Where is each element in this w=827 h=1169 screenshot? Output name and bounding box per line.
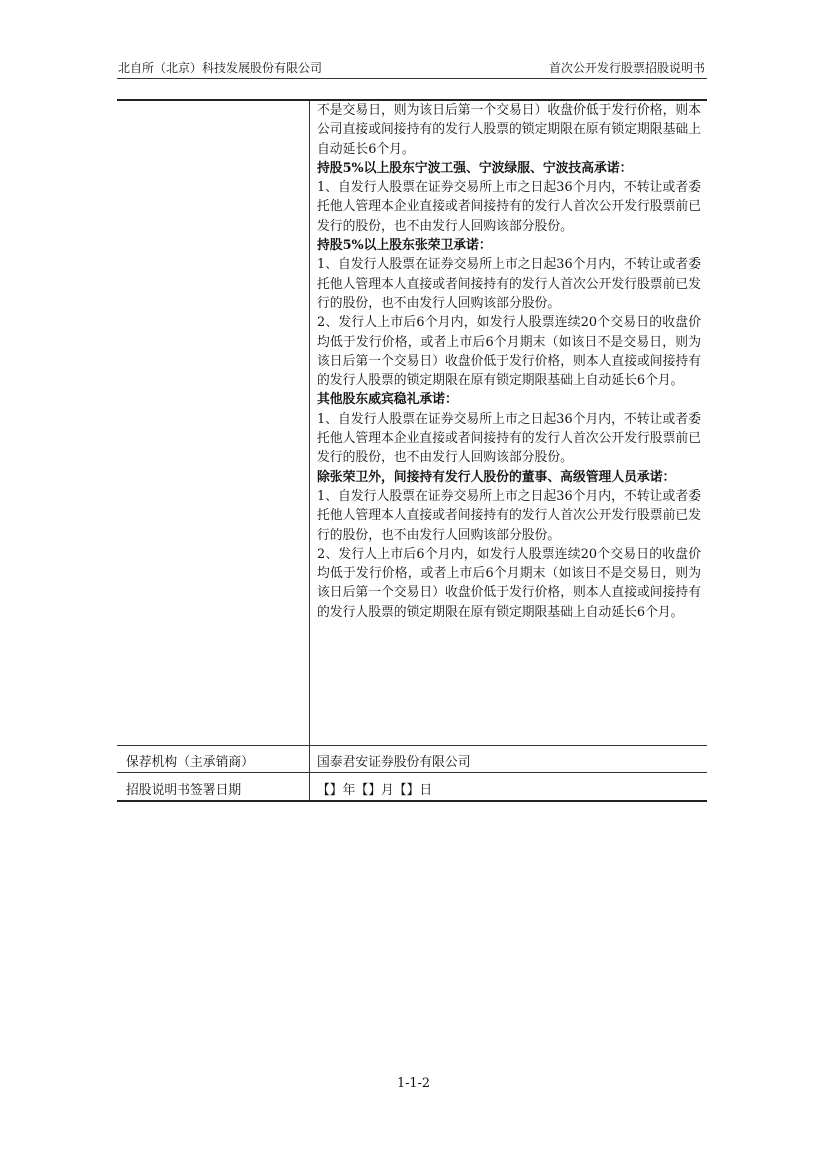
sponsor-value: 国泰君安证券股份有限公司 — [317, 755, 471, 770]
sponsor-label: 保荐机构（主承销商） — [126, 755, 254, 770]
table-row-border — [117, 745, 707, 746]
document-company-name: 北自所（北京）科技发展股份有限公司 — [118, 61, 323, 75]
commitment-text: 不是交易日，则为该日后第一个交易日）收盘价低于发行价格，则本公司直接或间接持有的发行人股票的锁定期限在原有锁定期限基础上自动延长6个月。 — [317, 103, 701, 157]
commitment-text: 1、自发行人股票在证券交易所上市之日起36个月内，不转让或者委托他人管理本企业直接或者间接持有的发行人首次公开发行股票前已发行的股份，也不由发行人回购该部分股份。 — [317, 411, 701, 466]
table-column-divider — [309, 101, 310, 801]
commitment-heading: 其他股东威宾稳礼承诺： — [317, 392, 458, 408]
header-divider — [117, 78, 707, 79]
table-row-border — [117, 772, 707, 773]
commitment-text: 2、发行人上市后6个月内，如发行人股票连续20个交易日的收盘价均低于发行价格，或者上市后6个月期末（如该日不是交易日，则为该日后第一个交易日）收盘价低于发行价格，则本人直接或间接持有的发行人股票的锁定期限在原有锁定期限基础上自动延长6个月。 — [317, 315, 701, 389]
commitment-heading: 除张荣卫外，间接持有发行人股份的董事、高级管理人员承诺： — [317, 469, 676, 485]
table-label-cell-empty — [117, 101, 309, 744]
commitment-text: 1、自发行人股票在证券交易所上市之日起36个月内，不转让或者委托他人管理本人直接或者间接持有的发行人首次公开发行股票前已发行的股份，也不由发行人回购该部分股份。 — [317, 488, 701, 543]
commitment-heading: 持股5%以上股东张荣卫承诺： — [317, 238, 492, 254]
commitment-text: 1、自发行人股票在证券交易所上市之日起36个月内，不转让或者委托他人管理本人直接或者间接持有的发行人首次公开发行股票前已发行的股份，也不由发行人回购该部分股份。 — [317, 257, 701, 311]
commitments-cell — [317, 101, 701, 622]
signing-date-value: 【】年【】月【】日 — [317, 783, 433, 798]
table-bottom-border — [117, 800, 707, 802]
commitment-heading: 持股5%以上股东宁波工强、宁波绿服、宁波技高承诺： — [317, 160, 633, 176]
signing-date-label: 招股说明书签署日期 — [126, 783, 242, 798]
page-number: 1-1-2 — [396, 1076, 431, 1091]
document-title: 首次公开发行股票招股说明书 — [548, 61, 705, 75]
commitment-text: 2、发行人上市后6个月内，如发行人股票连续20个交易日的收盘价均低于发行价格，或者上市后6个月期末（如该日不是交易日，则为该日后第一个交易日）收盘价低于发行价格，则本人直接或间接持有的发行人股票的锁定期限在原有锁定期限基础上自动延长6个月。 — [317, 546, 701, 620]
commitment-text: 1、自发行人股票在证券交易所上市之日起36个月内，不转让或者委托他人管理本企业直接或者间接持有的发行人首次公开发行股票前已发行的股份，也不由发行人回购该部分股份。 — [317, 180, 701, 234]
